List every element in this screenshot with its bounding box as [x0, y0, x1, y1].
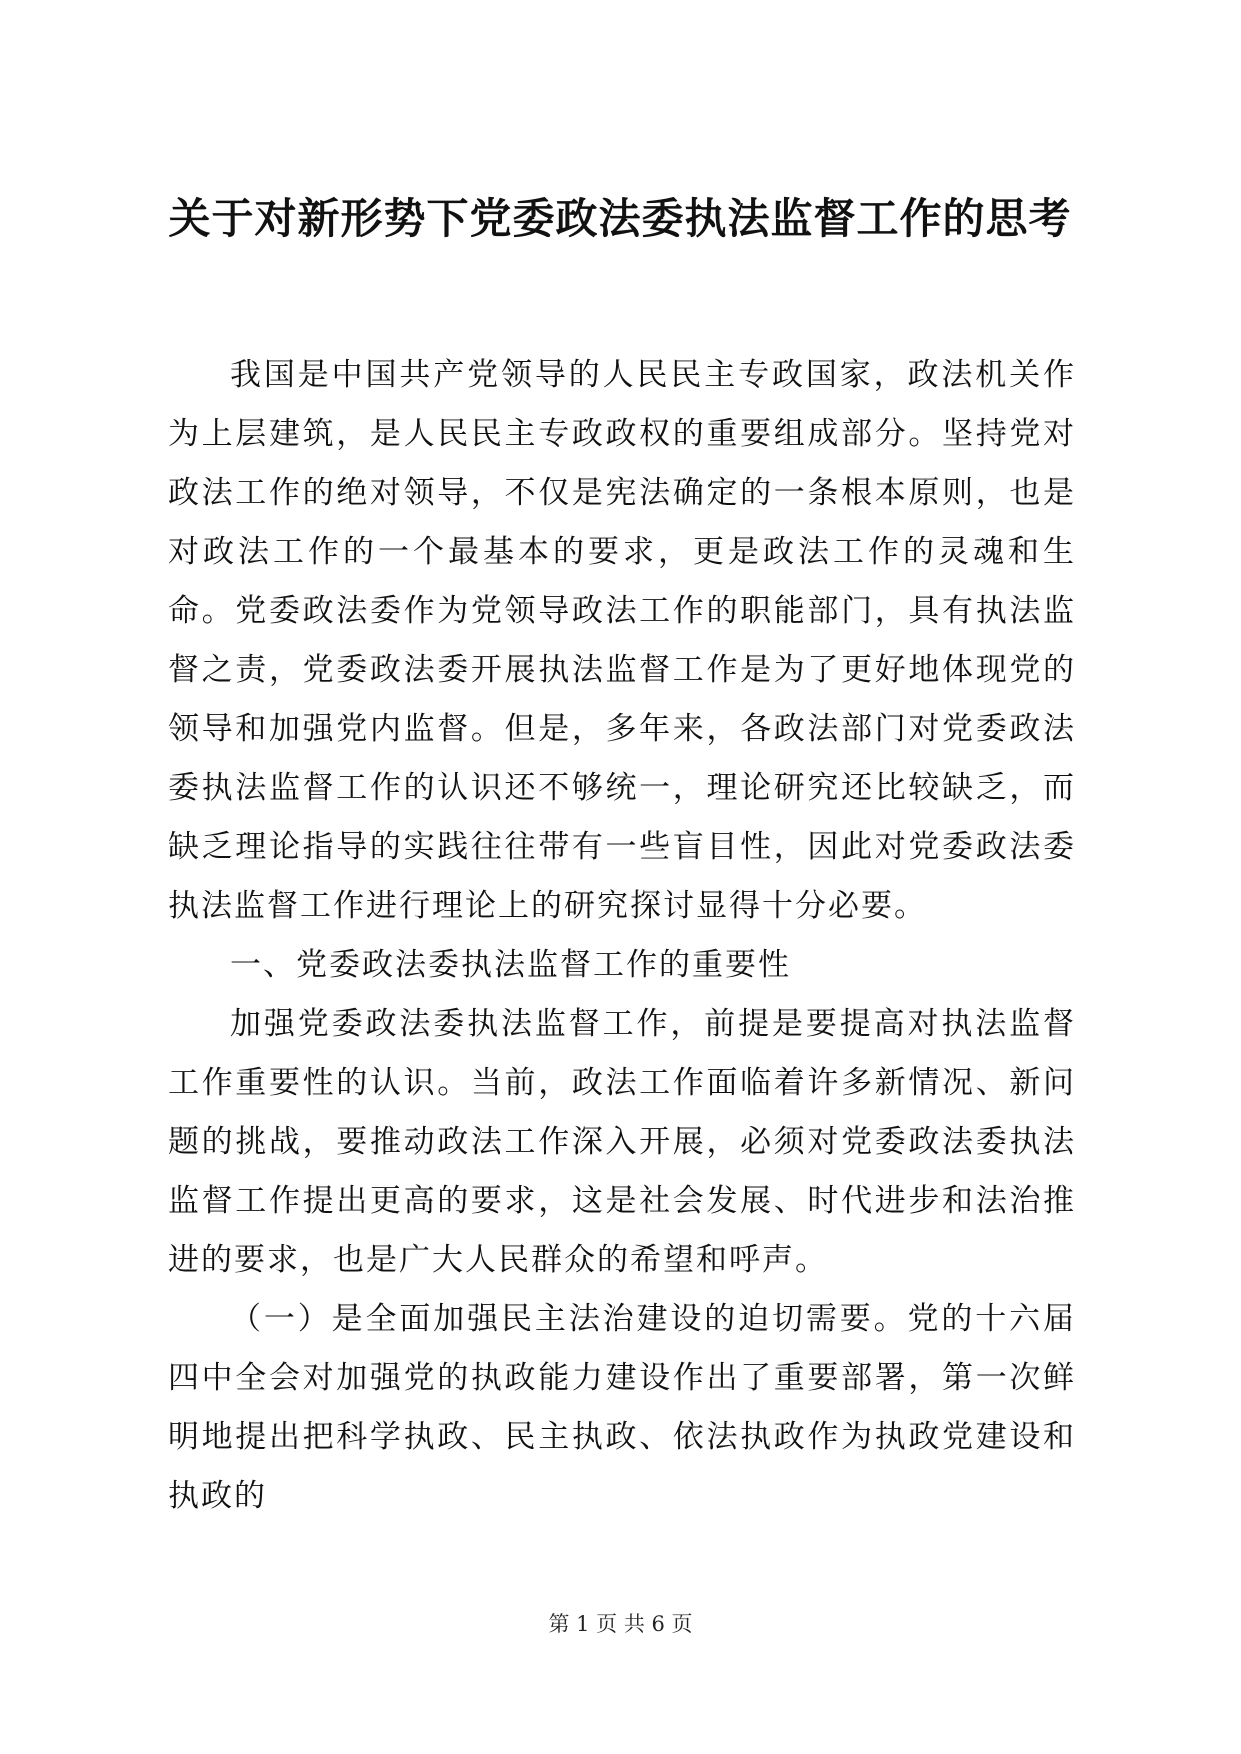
section-heading-1: 一、党委政法委执法监督工作的重要性 [230, 947, 791, 983]
page-footer: 第 1 页 共 6 页 [548, 1612, 693, 1636]
document-body [168, 346, 1076, 1526]
document-title: 关于对新形势下党委政法委执法监督工作的思考 [168, 194, 1072, 243]
paragraph-section-1: 加强党委政法委执法监督工作，前提是要提高对执法监督工作重要性的认识。当前，政法工作面临着许多新情况、新问题的挑战，要推动政法工作深入开展，必须对党委政法委执法监督工作提出更高的要求，这是社会发展、时代进步和法治推进的要求，也是广大人民群众的希望和呼声。 [168, 1006, 1076, 1278]
paragraph-subsection-1: （一）是全面加强民主法治建设的迫切需要。党的十六届四中全会对加强党的执政能力建设作出了重要部署，第一次鲜明地提出把科学执政、民主执政、依法执政作为执政党建设和执政的 [168, 1301, 1076, 1514]
paragraph-intro: 我国是中国共产党领导的人民民主专政国家，政法机关作为上层建筑，是人民民主专政政权的重要组成部分。坚持党对政法工作的绝对领导，不仅是宪法确定的一条根本原则，也是对政法工作的一个最基本的要求，更是政法工作的灵魂和生命。党委政法委作为党领导政法工作的职能部门，具有执法监督之责，党委政法委开展执法监督工作是为了更好地体现党的领导和加强党内监督。但是，多年来，各政法部门对党委政法委执法监督工作的认识还不够统一，理论研究还比较缺乏，而缺乏理论指导的实践往往带有一些盲目性，因此对党委政法委执法监督工作进行理论上的研究探讨显得十分必要。 [168, 357, 1076, 924]
